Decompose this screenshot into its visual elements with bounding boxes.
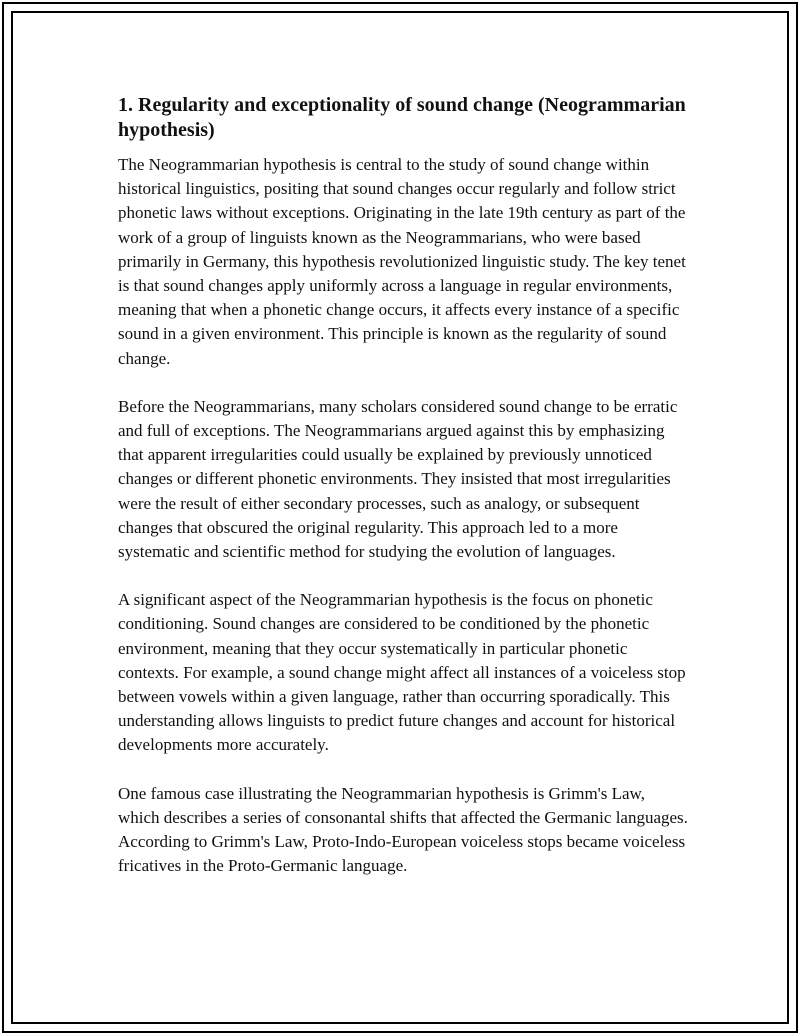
section-heading: 1. Regularity and exceptionality of sound change (Neogrammarian hypothesis) [118,94,686,141]
paragraph-2: Before the Neogrammarians, many scholars considered sound change to be erratic and full of exceptions. The Neogrammarians argued against this by emphasizing that apparent irregularities could usually be explained by previously unnoticed changes or different phonetic environments. They insisted that most irregularities were the result of either secondary processes, such as analogy, or subsequent changes that obscured the original regularity. This approach led to a more systematic and scientific method for studying the evolution of languages. [118,396,678,562]
paragraph-1: The Neogrammarian hypothesis is central to the study of sound change within historical linguistics, positing that sound changes occur regularly and follow strict phonetic laws without exceptions. Originating in the late 19th century as part of the work of a group of linguists known as the Neogrammarians, who were based primarily in Germany, this hypothesis revolutionized linguistic study. The key tenet is that sound changes apply uniformly across a language in regular environments, meaning that when a phonetic change occurs, it affects every instance of a specific sound in a given environment. This principle is known as the regularity of sound change. [118,155,686,368]
paragraph-3: A significant aspect of the Neogrammarian hypothesis is the focus on phonetic conditioning. Sound changes are considered to be conditioned by the phonetic environment, meaning that they occur systematically in particular phonetic contexts. For example, a sound change might affect all instances of a voiceless stop between vowels within a given language, rather than occurring sporadically. This understanding allows linguists to predict future changes and account for historical developments more accurately. [118,590,686,755]
paragraph-4: One famous case illustrating the Neogrammarian hypothesis is Grimm's Law, which describes a series of consonantal shifts that affected the Germanic languages. According to Grimm's Law, Proto-Indo-European voiceless stops became voiceless fricatives in the Proto-Germanic language. [118,783,688,876]
document-body [118,93,688,902]
